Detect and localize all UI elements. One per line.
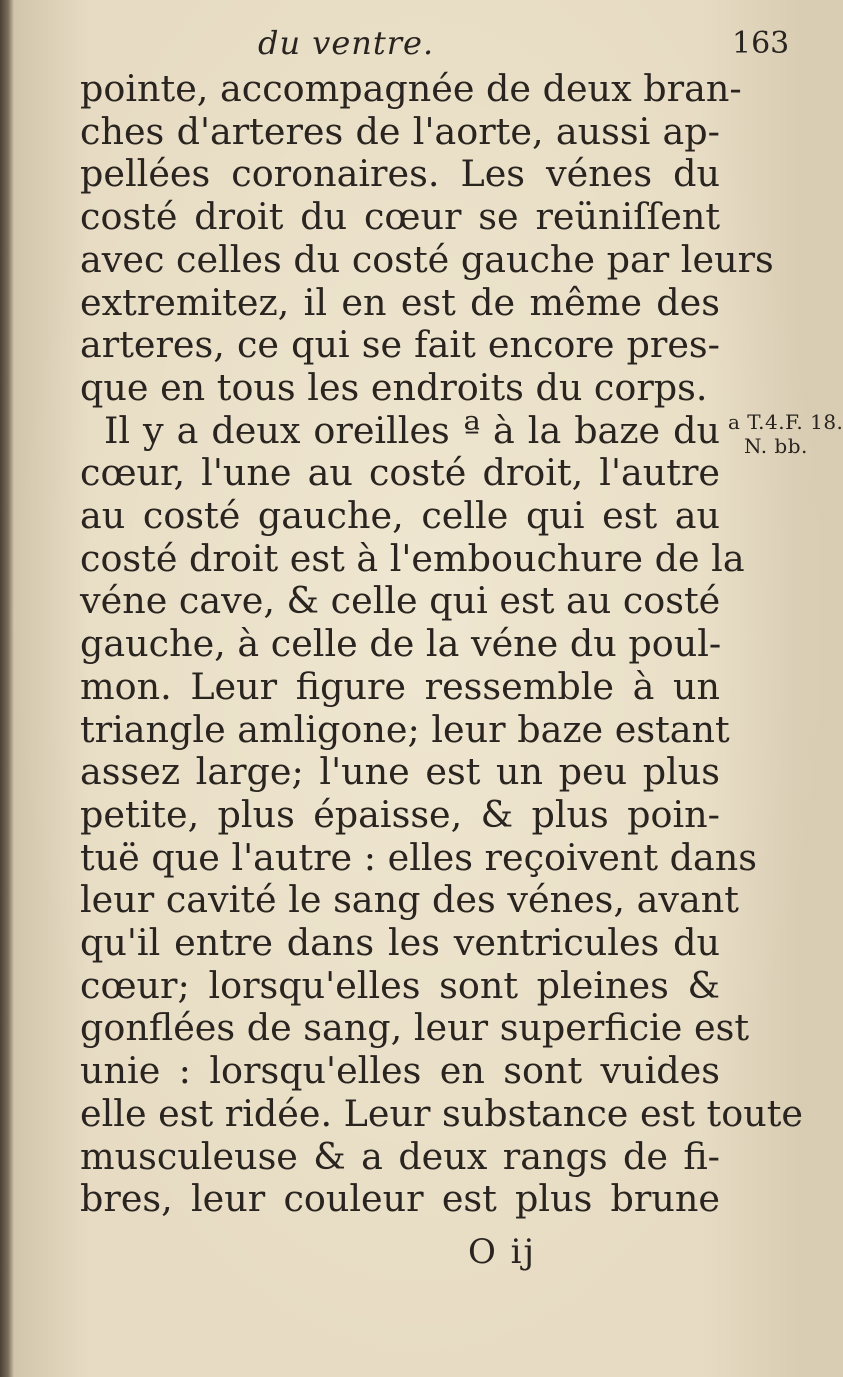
text-line: véne cave, & celle qui est au costé	[80, 579, 721, 623]
text-line: mon. Leur figure ressemble à un	[80, 664, 720, 708]
text-line: Il y a deux oreilles ª à la baze du	[104, 408, 720, 452]
margin-note-reference: a T.4.F. 18.	[728, 410, 843, 434]
text-line: costé droit du cœur se reüniſſent	[80, 195, 720, 239]
text-line: tuë que l'autre : elles reçoivent dans	[80, 835, 758, 879]
text-line: elle est ridée. Leur substance est toute	[80, 1091, 803, 1135]
text-line: musculeuse & a deux rangs de fi-	[80, 1134, 720, 1178]
running-title: du ventre.	[258, 24, 435, 62]
margin-note	[728, 410, 843, 458]
text-line: bres, leur couleur est plus brune	[80, 1177, 720, 1221]
text-line: avec celles du costé gauche par leurs	[80, 237, 774, 281]
text-line: pointe, accompagnée de deux bran-	[80, 67, 742, 110]
text-line: cœur, l'une au costé droit, l'autre	[80, 451, 720, 495]
text-line: gonflées de sang, leur superficie est	[80, 1006, 750, 1050]
text-line: cœur; lorsqu'elles sont pleines &	[80, 963, 720, 1007]
page-number: 163	[732, 26, 790, 61]
printer-signature-mark: O ij	[468, 1232, 537, 1272]
text-line: extremitez, il en est de même des	[80, 280, 720, 324]
text-line: petite, plus épaisse, & plus poin-	[80, 792, 720, 836]
text-line: triangle amligone; leur baze estant	[80, 707, 730, 751]
margin-note-figure-label: N. bb.	[744, 434, 808, 458]
text-line: assez large; l'une est un peu plus	[80, 750, 720, 794]
text-line: leur cavité le sang des vénes, avant	[80, 878, 739, 922]
text-line: au costé gauche, celle qui est au	[80, 494, 720, 538]
text-line: arteres, ce qui se fait encore pres-	[80, 323, 720, 367]
text-line: qu'il entre dans les ventricules du	[80, 921, 720, 965]
text-line: gauche, à celle de la véne du poul-	[80, 622, 722, 666]
text-line: ches d'arteres de l'aorte, aussi ap-	[80, 109, 720, 153]
text-line: pellées coronaires. Les vénes du	[80, 152, 720, 196]
text-line: que en tous les endroits du corps.	[80, 365, 708, 409]
text-line: costé droit est à l'embouchure de la	[80, 536, 745, 580]
text-line: unie : lorsqu'elles en sont vuides	[80, 1049, 720, 1093]
